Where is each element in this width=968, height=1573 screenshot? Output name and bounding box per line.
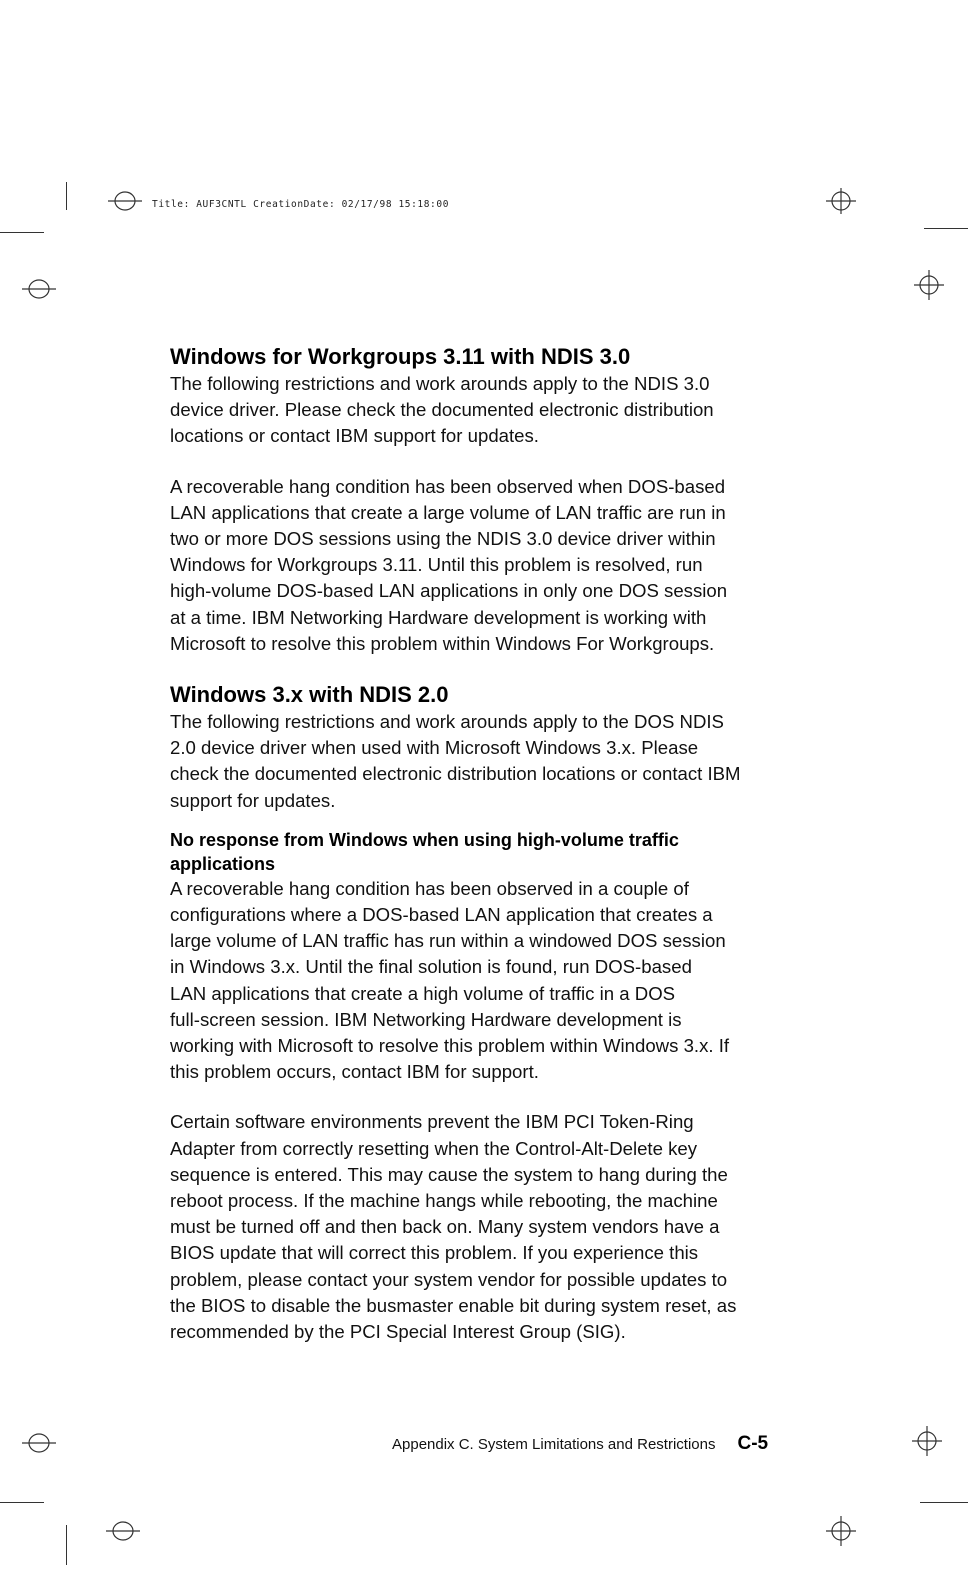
registration-mark-icon: [22, 276, 56, 302]
crop-line: [66, 1525, 67, 1565]
text-line: Windows for Workgroups 3.11. Until this problem is resolved, run: [170, 554, 703, 576]
page-footer: [392, 1433, 768, 1455]
section-heading-wfw: Windows for Workgroups 3.11 with NDIS 3.0: [170, 344, 631, 369]
text-line: BIOS update that will correct this problem. If you experience this: [170, 1242, 699, 1264]
subheading-line: No response from Windows when using high-volume traffic: [170, 829, 679, 850]
crop-line: [924, 228, 968, 229]
text-line: high-volume DOS-based LAN applications in only one DOS session: [170, 580, 728, 602]
crop-line: [0, 232, 44, 233]
text-line: Certain software environments prevent the IBM PCI Token-Ring: [170, 1111, 694, 1133]
text-line: reboot process. If the machine hangs while rebooting, the machine: [170, 1190, 718, 1212]
registration-mark-icon: [912, 1424, 942, 1458]
text-line: A recoverable hang condition has been observed in a couple of: [170, 877, 689, 899]
text-line: in Windows 3.x. Until the final solution is found, run DOS-based: [170, 956, 692, 978]
text-line: The following restrictions and work arounds apply to the NDIS 3.0: [170, 373, 710, 394]
paragraph: [170, 709, 830, 814]
text-line: at a time. IBM Networking Hardware development is working with: [170, 606, 707, 628]
text-line: LAN applications that create a large volume of LAN traffic are run in: [170, 501, 726, 523]
text-line: Microsoft to resolve this problem within Windows For Workgroups.: [170, 632, 715, 654]
text-line: check the documented electronic distribution locations or contact IBM: [170, 763, 741, 785]
text-line: device driver. Please check the documented electronic distribution: [170, 399, 714, 421]
crop-line: [66, 182, 67, 210]
text-line: recommended by the PCI Special Interest Group (SIG).: [170, 1321, 626, 1343]
text-line: the BIOS to disable the busmaster enable bit during system reset, as: [170, 1294, 737, 1316]
crop-line: [920, 1502, 968, 1503]
paragraph: [170, 876, 830, 1086]
registration-mark-icon: [914, 268, 944, 302]
text-line: configurations where a DOS-based LAN application that creates a: [170, 904, 713, 926]
text-line: this problem occurs, contact IBM for support.: [170, 1061, 539, 1083]
registration-mark-icon: [826, 1514, 856, 1548]
registration-mark-icon: [106, 1518, 140, 1544]
crop-line: [0, 1502, 44, 1503]
text-line: support for updates.: [170, 789, 336, 811]
paragraph: [170, 1109, 830, 1345]
page-content: [170, 343, 830, 1345]
document-slug: Title: AUF3CNTL CreationDate: 02/17/98 15:18:00: [152, 199, 450, 210]
section-heading-win3x: Windows 3.x with NDIS 2.0: [170, 682, 449, 708]
text-line: large volume of LAN traffic has run within a windowed DOS session: [170, 930, 726, 952]
text-line: 2.0 device driver when used with Microsoft Windows 3.x. Please: [170, 737, 699, 759]
text-line: The following restrictions and work arounds apply to the DOS NDIS: [170, 711, 724, 733]
paragraph: [170, 371, 830, 450]
text-line: sequence is entered. This may cause the system to hang during the: [170, 1163, 728, 1185]
footer-title: Appendix C. System Limitations and Restrictions: [392, 1436, 716, 1453]
text-line: must be turned off and then back on. Many system vendors have a: [170, 1216, 720, 1238]
subheading-line: applications: [170, 853, 276, 874]
registration-mark-icon: [108, 188, 142, 214]
text-line: Adapter from correctly resetting when the Control-Alt-Delete key: [170, 1137, 698, 1159]
subsection-heading: [170, 828, 830, 876]
text-line: LAN applications that create a high volume of traffic in a DOS: [170, 982, 676, 1004]
text-line: problem, please contact your system vendor for possible updates to: [170, 1268, 728, 1290]
text-line: working with Microsoft to resolve this problem within Windows 3.x. If: [170, 1035, 730, 1057]
text-line: full-screen session. IBM Networking Hardware development is: [170, 1008, 682, 1030]
paragraph: [170, 474, 830, 657]
text-line: locations or contact IBM support for updates.: [170, 425, 539, 447]
text-line: A recoverable hang condition has been observed when DOS-based: [170, 475, 726, 497]
text-line: two or more DOS sessions using the NDIS 3.0 device driver within: [170, 528, 716, 550]
registration-mark-icon: [826, 186, 856, 216]
registration-mark-icon: [22, 1430, 56, 1456]
page-number: C-5: [737, 1433, 769, 1454]
